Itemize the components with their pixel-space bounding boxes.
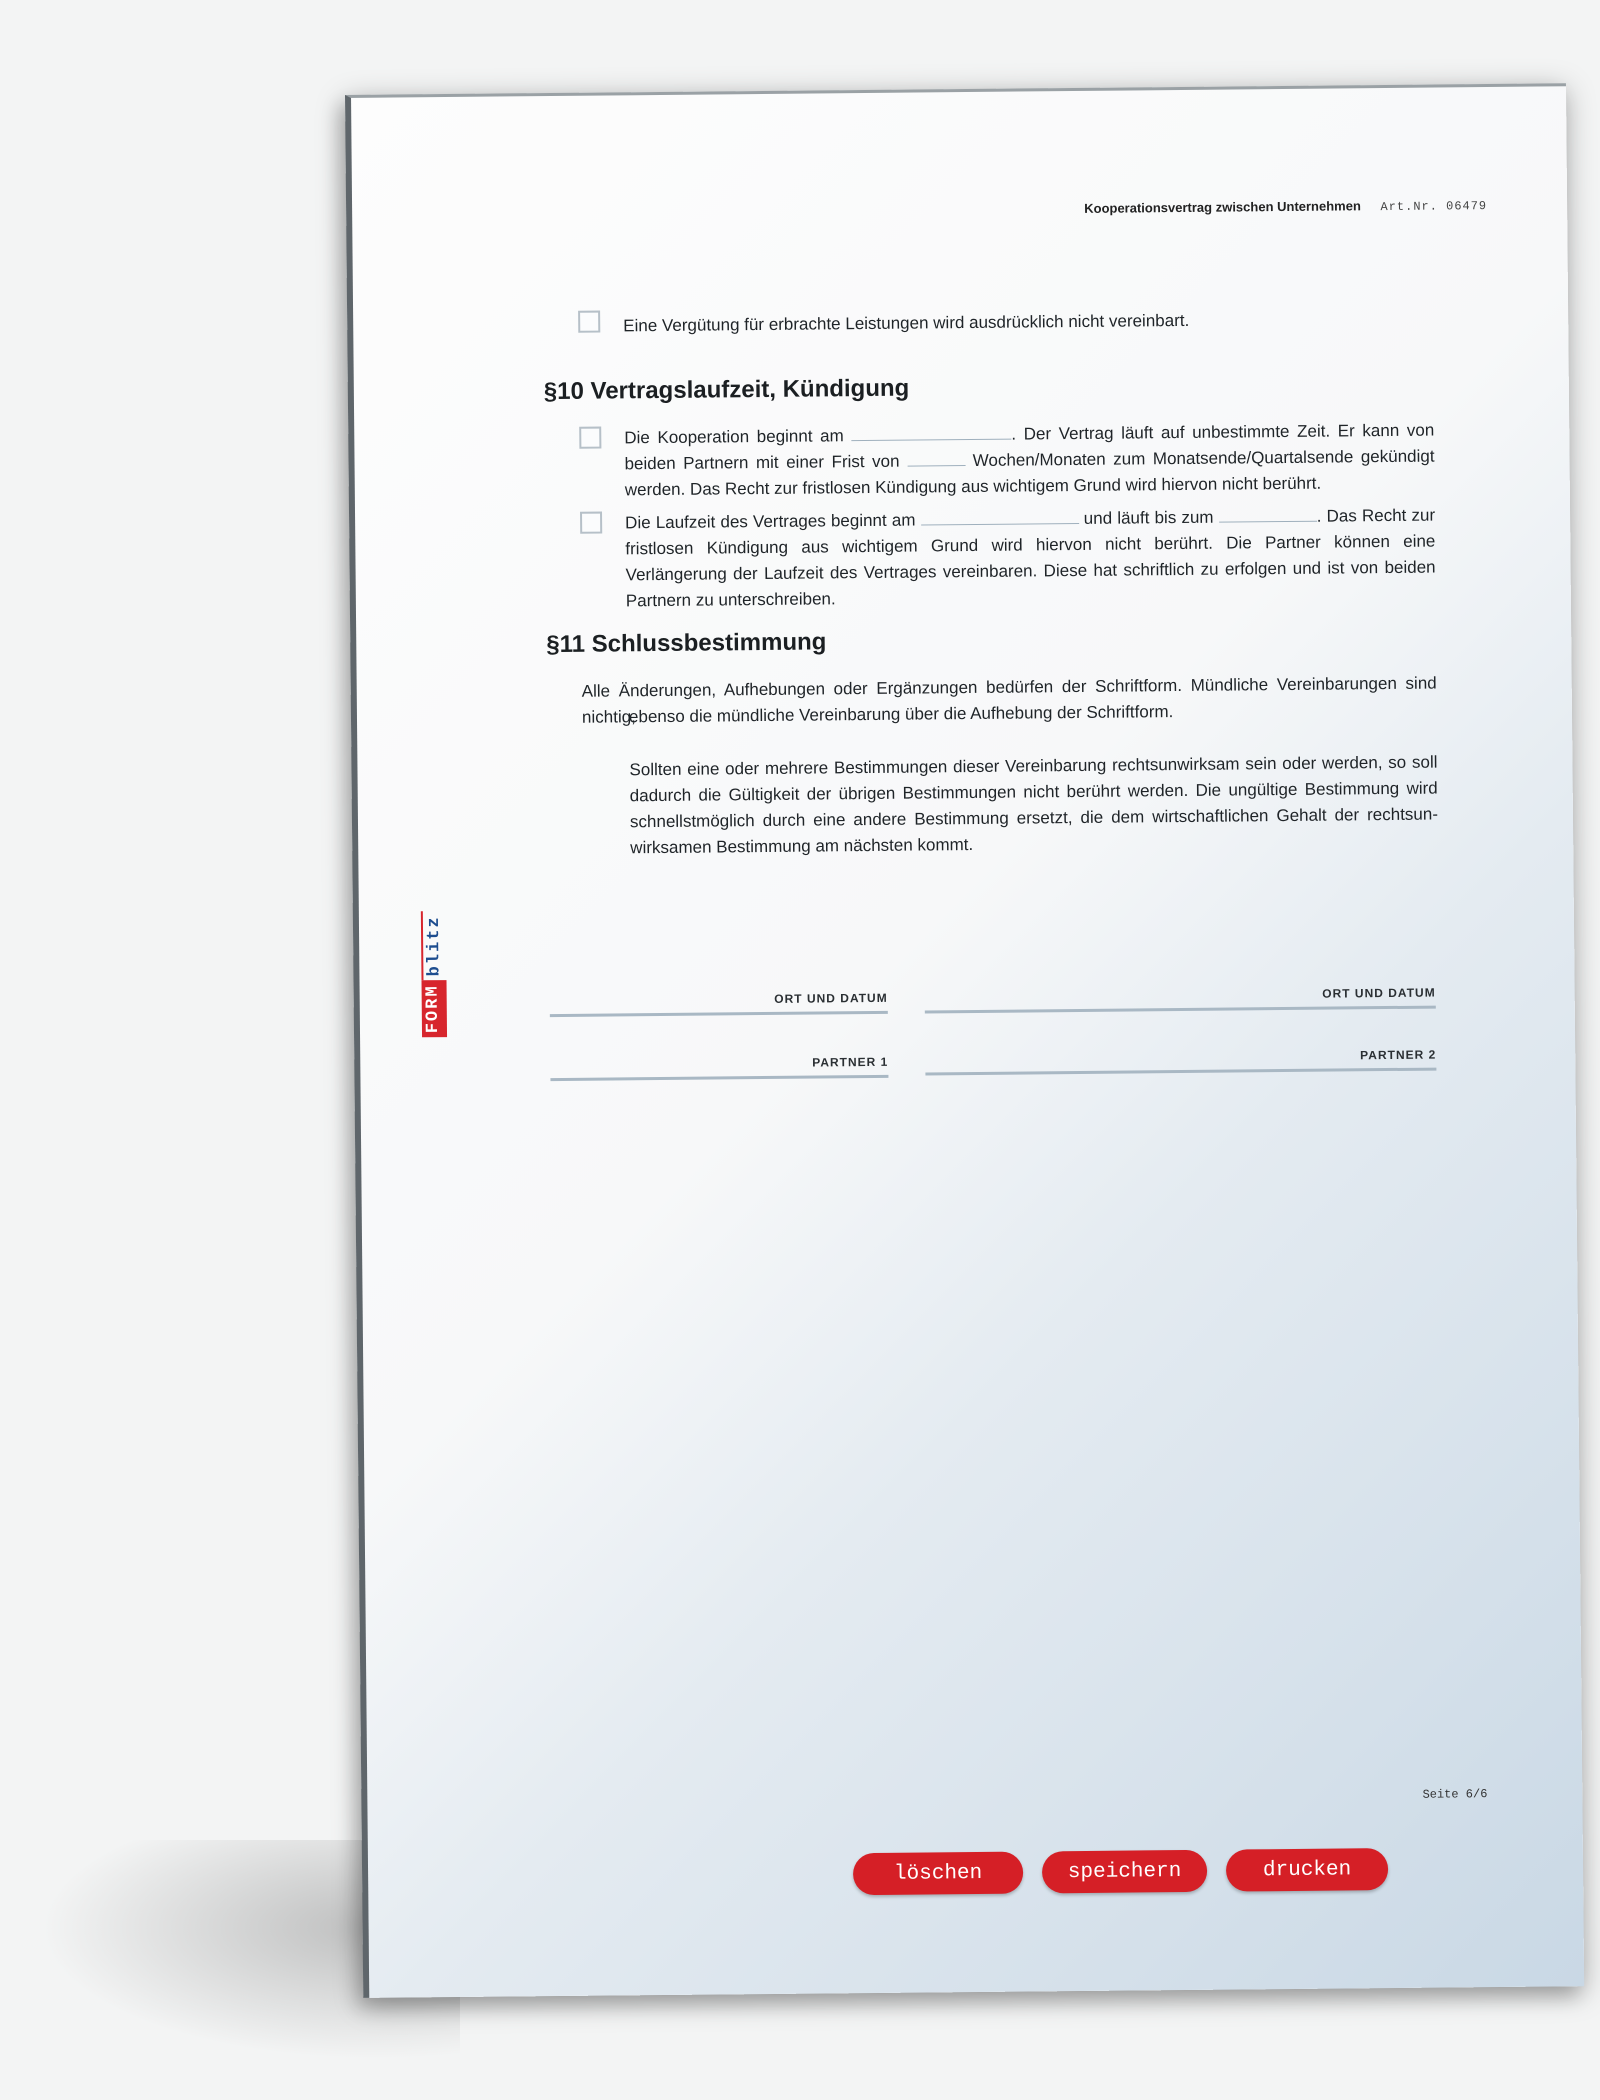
document-stage [345,83,1578,1995]
document-title: Kooperationsvertrag zwischen Unternehmen [1084,198,1361,216]
article-number: Art.Nr. 06479 [1380,199,1488,215]
option-no-payment-text: Eine Vergütung für erbrachte Leistungen wird ausdrücklich nicht vereinbart. [623,310,1190,336]
ort-datum-label-right: ORT UND DATUM [1322,985,1436,1001]
section-11-title: §11 Schlussbestimmung [546,628,827,659]
document-header [1084,197,1487,217]
partner-2-label: PARTNER 2 [1360,1047,1437,1063]
option-fixed-term-text [625,503,1436,615]
ort-datum-line-right[interactable] [925,1006,1436,1014]
logo-blitz: blitz [421,911,447,980]
option-fixed-part3: . Das Recht zur fristlosen Kündigung aus wichtigem Grund wird hiervon nicht berührt. Die Partner können eine Verlängerung der Laufzeit des Vertrages vereinbaren. Diese hat schriftlich zu erfolgen und ist von beiden Partnern zu unterschreiben. [625,505,1436,611]
section-11-para1-lead: Alle Änderungen, Aufhebungen oder Ergänzungen bedürfen der Schriftform. Mündliche Vereinbarungen sind nichtig, [581,673,1437,727]
page-number: Seite 6/6 [1422,1787,1488,1802]
formblitz-logo [421,911,447,1037]
option-fixed-part2: und läuft bis zum [1083,507,1214,528]
ort-datum-label-left: ORT UND DATUM [774,990,888,1006]
notice-period-field[interactable] [907,453,965,467]
section-11-para2: Sollten eine oder mehrere Bestimmungen dieser Vereinbarung rechtsunwirksam sein oder werden, so soll dadurch die Gültigkeit der übrigen Bestimmungen nicht berührt werden. Die ungültige Bestimmung wird schnellstmöglich durch eine andere Bestimmung ersetzt, die dem wirtschaftlichen Gehalt der rechtsun-wirksamen Bestimmung am nächsten kommt. [629,752,1439,858]
section-11-para1-cont: ebenso die mündliche Vereinbarung über die Aufhebung der Schriftform. [628,702,1174,727]
checkbox-option-fixed-term[interactable] [580,512,602,534]
partner-2-signature-line[interactable] [925,1068,1436,1076]
document-page [345,83,1584,1998]
partner-1-signature-line[interactable] [550,1075,888,1081]
print-button[interactable]: drucken [1226,1848,1388,1892]
term-end-date-field[interactable] [1219,509,1317,523]
logo-form: FORM [422,980,448,1037]
option-unlimited-part2: . Der Vertrag läuft auf unbestimmte Zeit. Er kann von beiden Partnern mit einer Frist von [624,420,1435,474]
ort-datum-line-left[interactable] [550,1011,888,1017]
delete-button[interactable]: löschen [853,1852,1023,1896]
option-unlimited-part3: Wochen/Monaten zum Monatsende/Quartalsende gekündigt werden. Das Recht zur fristlosen Kündigung aus wichtigem Grund wird hiervon nicht berührt. [624,446,1435,500]
option-unlimited-text [624,418,1435,504]
section-10-title: §10 Vertragslaufzeit, Kündigung [543,374,910,406]
checkbox-no-payment[interactable] [578,311,600,333]
term-start-date-field[interactable] [921,511,1079,526]
checkbox-option-unlimited[interactable] [579,427,601,449]
partner-1-label: PARTNER 1 [812,1054,889,1070]
start-date-field[interactable] [851,427,1011,442]
option-fixed-part1: Die Laufzeit des Vertrages beginnt am [625,510,916,533]
save-button[interactable]: speichern [1042,1850,1207,1894]
option-unlimited-part1: Die Kooperation beginnt am [624,426,844,448]
